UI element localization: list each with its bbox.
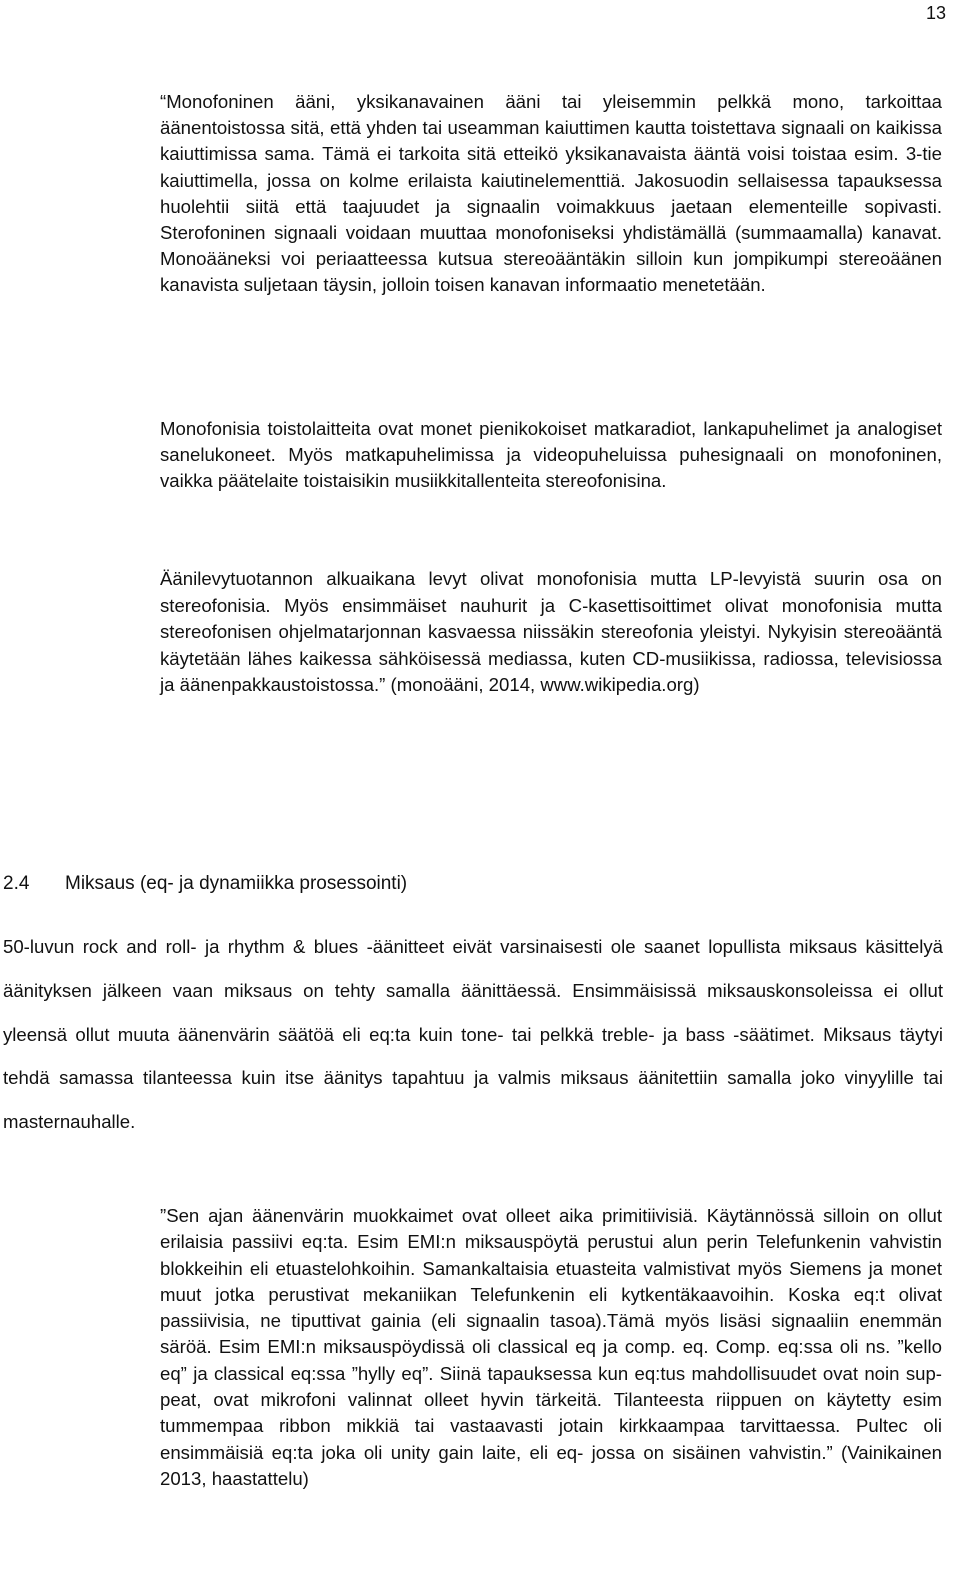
quote-block-mono-devices: Monofonisia toistolaitteita ovat monet pienikokoiset matkaradiot, lankapuhelimet ja analogiset sanelukoneet. Myös matkapuhelimissa ja videopuheluissa puhesignaali on monofoninen, vaikka päätelaite toistaisikin musiikkitallenteita stereofonisina. [160,418,942,492]
quote-block-eq: ”Sen ajan äänenvärin muokkaimet ovat olleet aika primitiivisiä. Käytännössä silloin on ollut erilaisia passiivi eq:ta. Esim EMI:n miksauspöytä perustui alun perin Telefunkenin vahvistin blokkeihin eli etuastelohkoihin. Samankaltaisia etuasteita valmistivat myös Siemens ja monet muut jotka perustivat mekaniikan Telefunkenin eli kytkentäkaavoihin. Koska eq:t olivat passiivisia, ne tiputtivat gainia (eli signaalin tasoa).Tämä myös lisäsi signaaliin enemmän säröä. Esim EMI:n miksauspöydissä oli classical eq ja comp. eq. Comp. eq:ssa oli ns. ”kello eq” ja classical eq:ssa ”hylly eq”. Siinä tapauksessa kun eq:tus mahdollisuudet ovat noin suppeat, ovat mikrofoni valinnat olleet hyvin tärkeitä. Tilanteesta riippuen on käytetty esim tummempaa ribbon mikkiä tai vastaavasti jotain kirkkaampaa tarvittaessa. Pultec oli ensimmäisiä eq:ta joka oli unity gain laite, eli eq- jossa on sisäinen vahvistin.” (Vainikainen 2013, haastattelu) [160,1205,942,1489]
section-title: Miksaus (eq- ja dynamiikka prosessointi) [65,873,408,894]
quote-block-mono: “Monofoninen ääni, yksikanavainen ääni tai yleisemmin pelkkä mono, tarkoittaa äänentoistossa sitä, että yhden tai useamman kaiuttimen kautta toistettava signaali on kaikissa kaiuttimissa sama. Tämä ei tarkoita sitä etteikö yksikanavaista ääntä voisi toistaa esim. 3-tie kaiuttimella, jossa on kolme erilaista kaiutinelementtiä. Jakosuodin sellaisessa tapauksessa huolehtii siitä että taajuudet ja signaalin voimakkuus jaetaan elementeille sopivasti. Sterofoninen signaali voidaan muuttaa monofoniseksi yhdistämällä (summaamalla) kanavat. Monoääneksi voi periaatteessa kutsua stereoääntäkin silloin kun jompikumpi stereoäänen kanavista suljetaan täysin, jolloin toisen kanavan informaatio menetetään. [160,91,942,296]
body-paragraph: 50-luvun rock and roll- ja rhythm & blues -äänitteet eivät varsinaisesti ole saanet lopullista miksaus käsittelyä äänityksen jälkeen vaan miksaus on tehty samalla äänittäessä. Ensimmäisissä miksauskonsoleissa ei ollut yleensä ollut muuta äänenvärin säätöä eli eq:ta kuin tone- tai pelkkä treble- ja bass -säätimet. Miksaus täytyi tehdä samassa tilanteessa kuin itse äänitys tapahtuu ja valmis miksaus äänitettiin samalla joko vinyylille tai masternauhalle. [3,936,943,1133]
quote-block-records: Äänilevytuotannon alkuaikana levyt olivat monofonisia mutta LP-levyistä suurin osa on stereofonisia. Myös ensimmäiset nauhurit ja C-kasettisoittimet olivat monofonisia mutta stereofonisen ohjelmatarjonnan kasvaessa niissäkin stereofonia yleistyi. Nykyisin stereoääntä käytetään lähes kaikessa sähköisessä mediassa, kuten CD-musiikissa, radiossa, televisiossa ja äänenpakkaustoistossa.” (monoääni, 2014, www.wikipedia.org) [160,568,942,696]
page-number: 13 [925,3,946,23]
section-heading [3,872,407,896]
section-number: 2.4 [3,873,30,894]
